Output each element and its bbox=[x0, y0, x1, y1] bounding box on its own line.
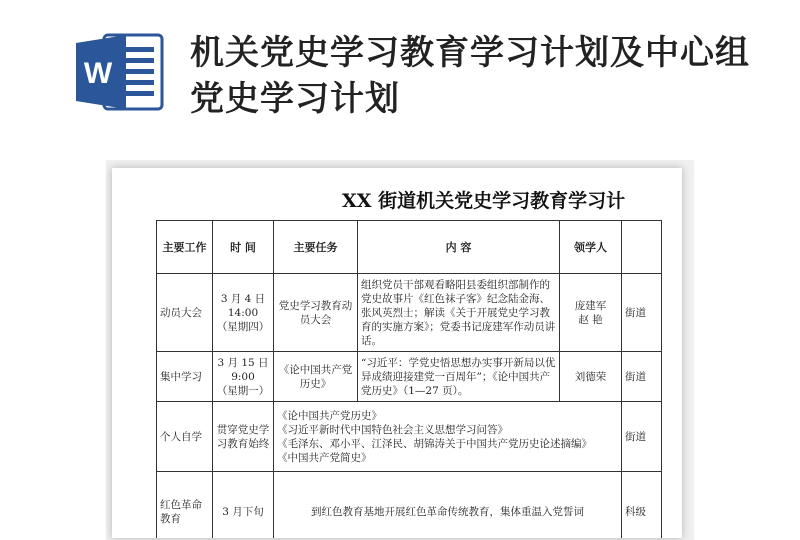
cell-leader bbox=[560, 274, 622, 352]
header-banner bbox=[0, 0, 800, 150]
cell-task: 党史学习教育动员大会 bbox=[274, 274, 358, 352]
table-row bbox=[157, 352, 662, 402]
cell-extra: 街道 bbox=[622, 274, 662, 352]
header-cell-task: 主要任务 bbox=[274, 221, 358, 274]
cell-content: 组织党员干部观看略阳县委组织部制作的党史故事片《红色袜子客》纪念陆金海、张风英烈士；解读《关于开展党史学习教育的实施方案》；党委书记庞建军作动员讲话。 bbox=[358, 274, 560, 352]
time-weekday: （星期一） bbox=[216, 384, 270, 397]
time-clock: 9:00 bbox=[231, 370, 255, 383]
cell-extra: 街道 bbox=[622, 402, 662, 472]
table-header-row bbox=[157, 221, 662, 274]
cell-content: “习近平：学党史悟思想办实事开新局以优异成绩迎接建党一百周年”；《论中国共产党历史》（1—27 页）。 bbox=[358, 352, 560, 402]
document-title: XX 街道机关党史学习教育学习计 bbox=[342, 190, 626, 212]
content-line: 《论中国共产党历史》 bbox=[277, 409, 382, 422]
page-title: 机关党史学习教育学习计划及中心组党史学习计划 bbox=[190, 33, 750, 119]
header-cell-leader: 领学人 bbox=[560, 221, 622, 274]
time-date: 3 月 15 日 bbox=[217, 356, 269, 369]
header-cell-time: 时 间 bbox=[213, 221, 274, 274]
document-page bbox=[112, 168, 682, 538]
word-icon bbox=[76, 33, 164, 111]
table-row bbox=[157, 472, 662, 539]
time-clock: 14:00 bbox=[227, 306, 259, 319]
leader-name: 赵 艳 bbox=[578, 313, 603, 326]
content-line: 《毛泽东、邓小平、江泽民、胡锦涛关于中国共产党历史论述摘编》 bbox=[277, 437, 592, 450]
content-line: 《习近平新时代中国特色社会主义思想学习问答》 bbox=[277, 423, 508, 436]
header-cell-extra bbox=[622, 221, 662, 274]
plan-table bbox=[156, 220, 662, 538]
cell-work: 红色革命教育 bbox=[157, 472, 213, 539]
header-cell-content: 内 容 bbox=[358, 221, 560, 274]
cell-task: 贯穿党史学习教育始终 bbox=[213, 402, 274, 472]
cell-extra: 科级 bbox=[622, 472, 662, 539]
cell-content bbox=[274, 402, 622, 472]
cell-leader: 刘德荣 bbox=[560, 352, 622, 402]
cell-extra: 街道 bbox=[622, 352, 662, 402]
leader-name: 庞建军 bbox=[574, 299, 607, 312]
cell-work: 动员大会 bbox=[157, 274, 213, 352]
cell-work: 个人自学 bbox=[157, 402, 213, 472]
cell-work: 集中学习 bbox=[157, 352, 213, 402]
word-icon-letter: W bbox=[83, 57, 113, 90]
cell-content: 到红色教育基地开展红色革命传统教育，集体重温入党誓词 bbox=[274, 472, 622, 539]
time-weekday: （星期四） bbox=[216, 320, 270, 333]
content-line: 《中国共产党简史》 bbox=[277, 451, 372, 464]
cell-time bbox=[213, 274, 274, 352]
cell-time: 3 月下旬 bbox=[213, 472, 274, 539]
cell-task: 《论中国共产党历史》 bbox=[274, 352, 358, 402]
table-row bbox=[157, 274, 662, 352]
cell-time bbox=[213, 352, 274, 402]
time-date: 3 月 4 日 bbox=[220, 292, 266, 305]
table-row bbox=[157, 402, 662, 472]
header-cell-work: 主要工作 bbox=[157, 221, 213, 274]
